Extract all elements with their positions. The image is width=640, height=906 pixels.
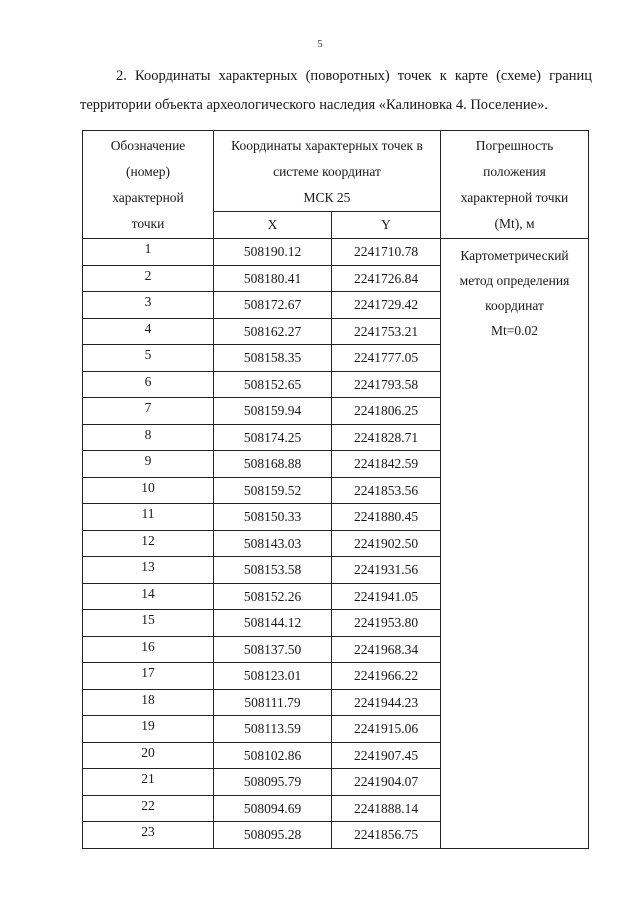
coord-y: 2241880.45 — [332, 504, 441, 531]
coord-y: 2241966.22 — [332, 663, 441, 690]
point-number: 21 — [83, 769, 214, 796]
point-number: 16 — [83, 636, 214, 663]
coord-x: 508102.86 — [214, 742, 332, 769]
coord-x: 508159.52 — [214, 477, 332, 504]
point-number: 17 — [83, 663, 214, 690]
coord-x: 508159.94 — [214, 398, 332, 425]
point-number: 3 — [83, 292, 214, 319]
coord-x: 508158.35 — [214, 345, 332, 372]
coord-y: 2241904.07 — [332, 769, 441, 796]
header-y: Y — [332, 212, 441, 239]
point-number: 12 — [83, 530, 214, 557]
coord-x: 508168.88 — [214, 451, 332, 478]
page-number: 5 — [317, 38, 323, 50]
coord-y: 2241793.58 — [332, 371, 441, 398]
point-number: 20 — [83, 742, 214, 769]
coord-y: 2241907.45 — [332, 742, 441, 769]
coord-y: 2241726.84 — [332, 265, 441, 292]
coord-x: 508152.26 — [214, 583, 332, 610]
coord-x: 508095.79 — [214, 769, 332, 796]
coord-x: 508111.79 — [214, 689, 332, 716]
point-number: 18 — [83, 689, 214, 716]
coord-y: 2241856.75 — [332, 822, 441, 849]
coord-x: 508143.03 — [214, 530, 332, 557]
coord-x: 508190.12 — [214, 239, 332, 266]
table-row — [83, 239, 589, 266]
heading-line-2: территории объекта археологического наследия «Калиновка 4. Поселение». — [80, 97, 548, 113]
heading-line-1: 2. Координаты характерных (поворотных) точек к карте (схеме) границ — [116, 68, 592, 84]
point-number: 6 — [83, 371, 214, 398]
point-number: 1 — [83, 239, 214, 266]
table-header-row — [83, 131, 589, 212]
coord-y: 2241902.50 — [332, 530, 441, 557]
coord-x: 508172.67 — [214, 292, 332, 319]
error-method-note — [441, 239, 589, 849]
coord-x: 508174.25 — [214, 424, 332, 451]
header-error: Погрешность положения характерной точки (Mt), м — [441, 131, 589, 239]
point-number: 15 — [83, 610, 214, 637]
coord-x: 508095.28 — [214, 822, 332, 849]
coord-y: 2241915.06 — [332, 716, 441, 743]
coord-x: 508152.65 — [214, 371, 332, 398]
point-number: 11 — [83, 504, 214, 531]
section-heading — [80, 62, 592, 120]
coord-y: 2241753.21 — [332, 318, 441, 345]
coord-y: 2241828.71 — [332, 424, 441, 451]
coord-y: 2241941.05 — [332, 583, 441, 610]
point-number: 8 — [83, 424, 214, 451]
error-note-line: Картометрический — [460, 248, 569, 263]
coord-y: 2241931.56 — [332, 557, 441, 584]
coord-y: 2241953.80 — [332, 610, 441, 637]
point-number: 7 — [83, 398, 214, 425]
coord-y: 2241806.25 — [332, 398, 441, 425]
coordinates-table — [82, 130, 589, 849]
point-number: 22 — [83, 795, 214, 822]
coord-y: 2241729.42 — [332, 292, 441, 319]
coord-x: 508180.41 — [214, 265, 332, 292]
coord-x: 508150.33 — [214, 504, 332, 531]
point-number: 9 — [83, 451, 214, 478]
coord-y: 2241710.78 — [332, 239, 441, 266]
point-number: 2 — [83, 265, 214, 292]
coord-y: 2241842.59 — [332, 451, 441, 478]
point-number: 14 — [83, 583, 214, 610]
point-number: 23 — [83, 822, 214, 849]
error-note-line: координат — [485, 298, 544, 313]
header-coordinates: Координаты характерных точек в системе координат МСК 25 — [214, 131, 441, 212]
error-note-line: Mt=0.02 — [491, 323, 538, 338]
coord-y: 2241777.05 — [332, 345, 441, 372]
point-number: 10 — [83, 477, 214, 504]
coord-x: 508123.01 — [214, 663, 332, 690]
point-number: 5 — [83, 345, 214, 372]
error-note-line: метод определения — [459, 273, 570, 288]
coord-x: 508113.59 — [214, 716, 332, 743]
coord-y: 2241888.14 — [332, 795, 441, 822]
point-number: 4 — [83, 318, 214, 345]
header-point-number: Обозначение (номер) характерной точки — [83, 131, 214, 239]
coord-y: 2241968.34 — [332, 636, 441, 663]
coord-x: 508144.12 — [214, 610, 332, 637]
point-number: 19 — [83, 716, 214, 743]
point-number: 13 — [83, 557, 214, 584]
coord-x: 508153.58 — [214, 557, 332, 584]
header-x: X — [214, 212, 332, 239]
coord-x: 508137.50 — [214, 636, 332, 663]
coord-x: 508094.69 — [214, 795, 332, 822]
coord-x: 508162.27 — [214, 318, 332, 345]
coord-y: 2241944.23 — [332, 689, 441, 716]
coord-y: 2241853.56 — [332, 477, 441, 504]
